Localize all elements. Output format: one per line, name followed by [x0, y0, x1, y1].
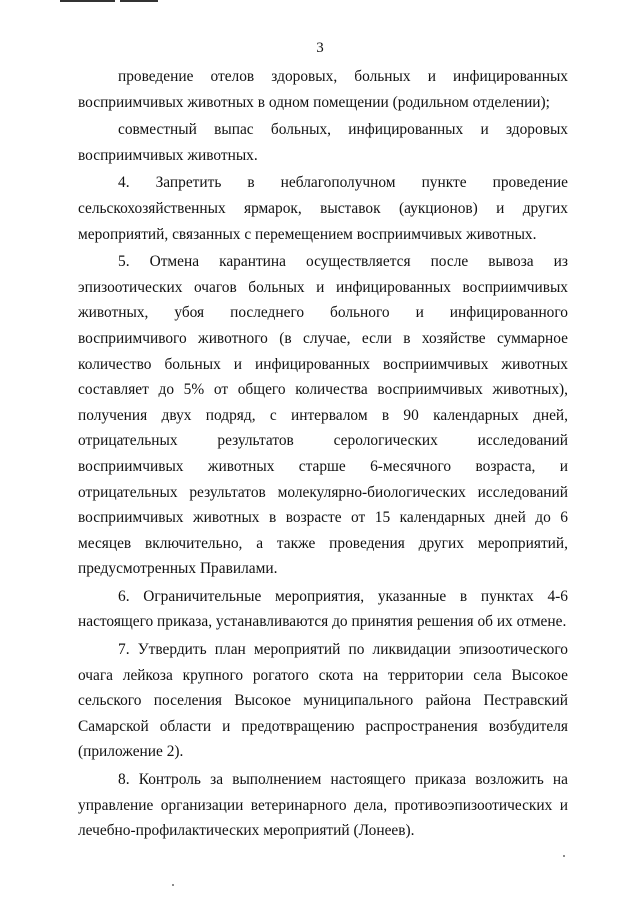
paragraph-grazing: совместный выпас больных, инфицированных и здоровых восприимчивых животных.	[78, 121, 568, 164]
scan-speck	[172, 884, 174, 886]
paragraph-calving: проведение отелов здоровых, больных и инфицированных восприимчивых животных в одном помещении (родильном отделении);	[78, 68, 568, 111]
paragraph-item-7: 7. Утвердить план мероприятий по ликвидации эпизоотического очага лейкоза крупного рогатого скота на территории села Высокое сельского поселения Высокое муниципального района Пестравский Самарской области и предотвращению распространения возбудителя (приложение 2).	[78, 641, 568, 761]
scan-edge-line-left	[60, 0, 115, 2]
document-body	[78, 64, 568, 846]
paragraph-item-6: 6. Ограничительные мероприятия, указанные в пунктах 4-6 настоящего приказа, устанавливаются до принятия решения об их отмене.	[78, 587, 568, 631]
paragraph-item-4: 4. Запретить в неблагополучном пункте проведение сельскохозяйственных ярмарок, выставок (аукционов) и других мероприятий, связанных с перемещением восприимчивых животных.	[78, 174, 568, 243]
paragraph-item-5: 5. Отмена карантина осуществляется после вывоза из эпизоотических очагов больных и инфицированных восприимчивых животных, убоя последнего больного и инфицированного восприимчивого животного (в случае, если в хозяйстве суммарное количество больных и инфицированных восприимчивых животных составляет до 5% от общего количества восприимчивых животных), получения двух подряд, с интервалом в 90 календарных дней, отрицательных результатов серологических исследований восприимчивых животных старше 6-месячного возраста, и отрицательных результатов молекулярно-биологических исследований восприимчивых животных в возрасте от 15 календарных дней до 6 месяцев включительно, а также проведения других мероприятий, предусмотренных Правилами.	[78, 253, 568, 578]
scan-speck	[563, 855, 565, 857]
scan-edge-line-right	[120, 0, 158, 2]
paragraph-item-8: 8. Контроль за выполнением настоящего приказа возложить на управление организации ветеринарного дела, противоэпизоотических и лечебно-профилактических мероприятий (Лонеев).	[78, 771, 568, 840]
page-number: 3	[316, 40, 324, 56]
